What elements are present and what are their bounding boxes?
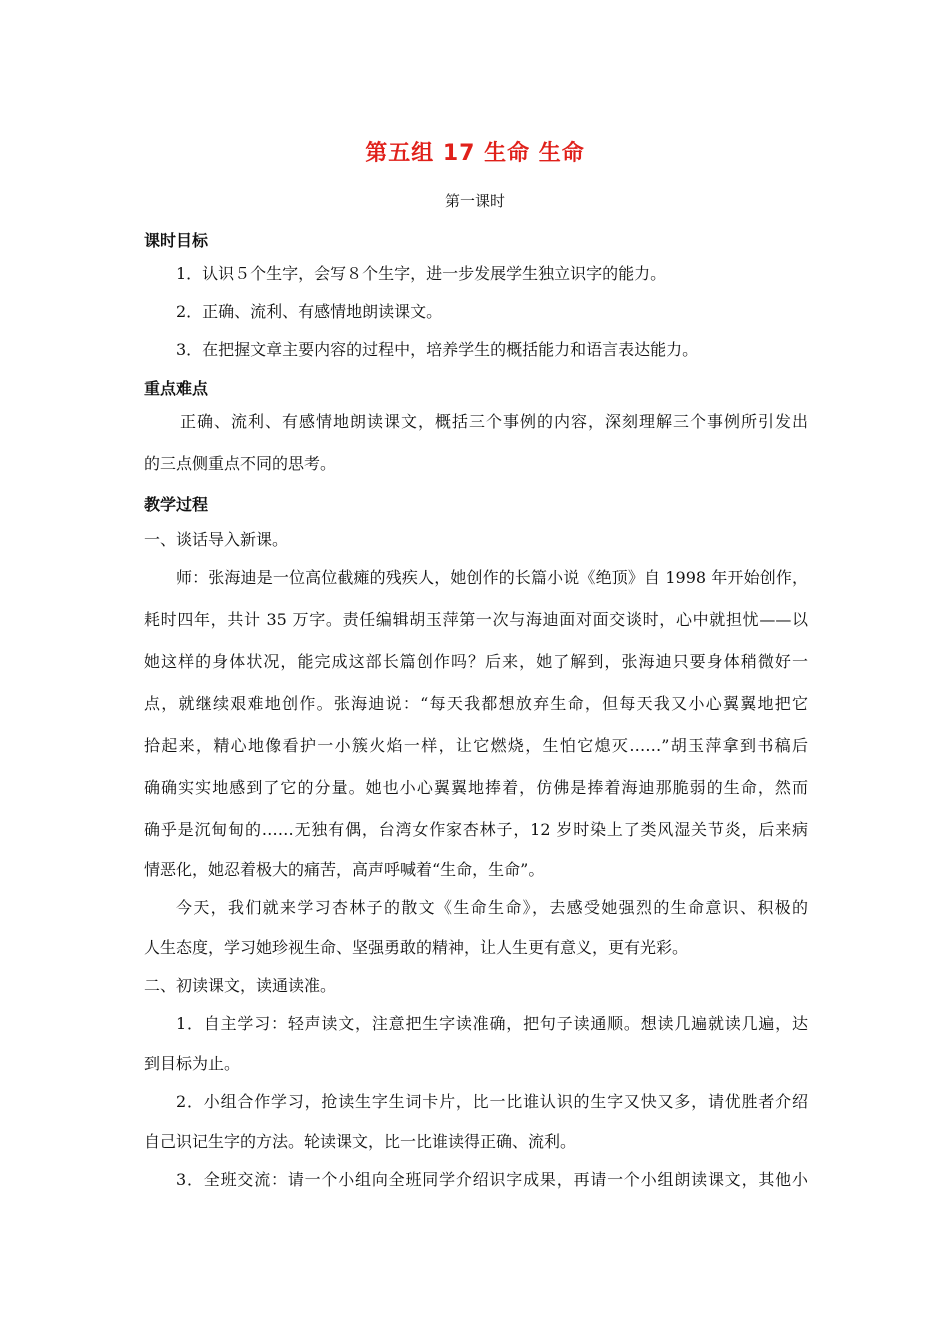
paragraph-line: 确确实实地感到了它的分量。她也小心翼翼地捧着，仿佛是捧着海迪那脆弱的生命，然而: [144, 778, 808, 797]
paragraph-line: 到目标为止。: [144, 1054, 241, 1073]
key-points-text: 正确、流利、有感情地朗读课文，概括三个事例的内容，深刻理解三个事例所引发出: [180, 412, 808, 431]
goal-item: 3．在把握文章主要内容的过程中，培养学生的概括能力和语言表达能力。: [176, 340, 699, 359]
lesson-subtitle: 第一课时: [444, 192, 505, 210]
paragraph-line: 师：张海迪是一位高位截瘫的残疾人，她创作的长篇小说《绝顶》自 1998 年开始创作，: [176, 568, 808, 587]
part1-title: 一、谈话导入新课。: [144, 530, 289, 549]
goal-item: 1．认识５个生字，会写８个生字，进一步发展学生独立识字的能力。: [176, 264, 667, 283]
paragraph-line: 她这样的身体状况，能完成这部长篇创作吗？后来，她了解到，张海迪只要身体稍微好一: [144, 652, 808, 671]
paragraph-line: 自己识记生字的方法。轮读课文，比一比谁读得正确、流利。: [144, 1132, 577, 1151]
document-title: 第五组 17 生命 生命: [365, 141, 585, 166]
paragraph-line: 拾起来，精心地像看护一小簇火焰一样，让它燃烧，生怕它熄灭……”胡玉萍拿到书稿后: [144, 736, 808, 755]
paragraph-line: 2．小组合作学习，抢读生字生词卡片，比一比谁认识的生字又快又多，请优胜者介绍: [176, 1092, 808, 1111]
paragraph-line: 1．自主学习：轻声读文，注意把生字读准确，把句子读通顺。想读几遍就读几遍，达: [176, 1014, 808, 1033]
goals-heading: 课时目标: [144, 231, 209, 250]
key-points-text: 的三点侧重点不同的思考。: [144, 454, 337, 473]
goal-item: 2．正确、流利、有感情地朗读课文。: [176, 302, 443, 321]
paragraph-line: 确乎是沉甸甸的……无独有偶，台湾女作家杏林子，12 岁时染上了类风湿关节炎，后来病: [144, 820, 808, 839]
paragraph-line: 今天，我们就来学习杏林子的散文《生命生命》，去感受她强烈的生命意识、积极的: [176, 898, 808, 917]
paragraph-line: 人生态度，学习她珍视生命、坚强勇敢的精神，让人生更有意义，更有光彩。: [144, 938, 689, 957]
paragraph-line: 3．全班交流：请一个小组向全班同学介绍识字成果，再请一个小组朗读课文，其他小: [176, 1170, 808, 1189]
paragraph-line: 点，就继续艰难地创作。张海迪说：“每天我都想放弃生命，但每天我又小心翼翼地把它: [144, 694, 808, 713]
paragraph-line: 耗时四年，共计 35 万字。责任编辑胡玉萍第一次与海迪面对面交谈时，心中就担忧——以: [144, 610, 808, 629]
process-heading: 教学过程: [144, 495, 209, 514]
paragraph-line: 情恶化，她忍着极大的痛苦，高声呼喊着“生命，生命”。: [144, 860, 545, 879]
part2-title: 二、初读课文，读通读准。: [144, 976, 337, 995]
key-points-heading: 重点难点: [144, 379, 209, 398]
